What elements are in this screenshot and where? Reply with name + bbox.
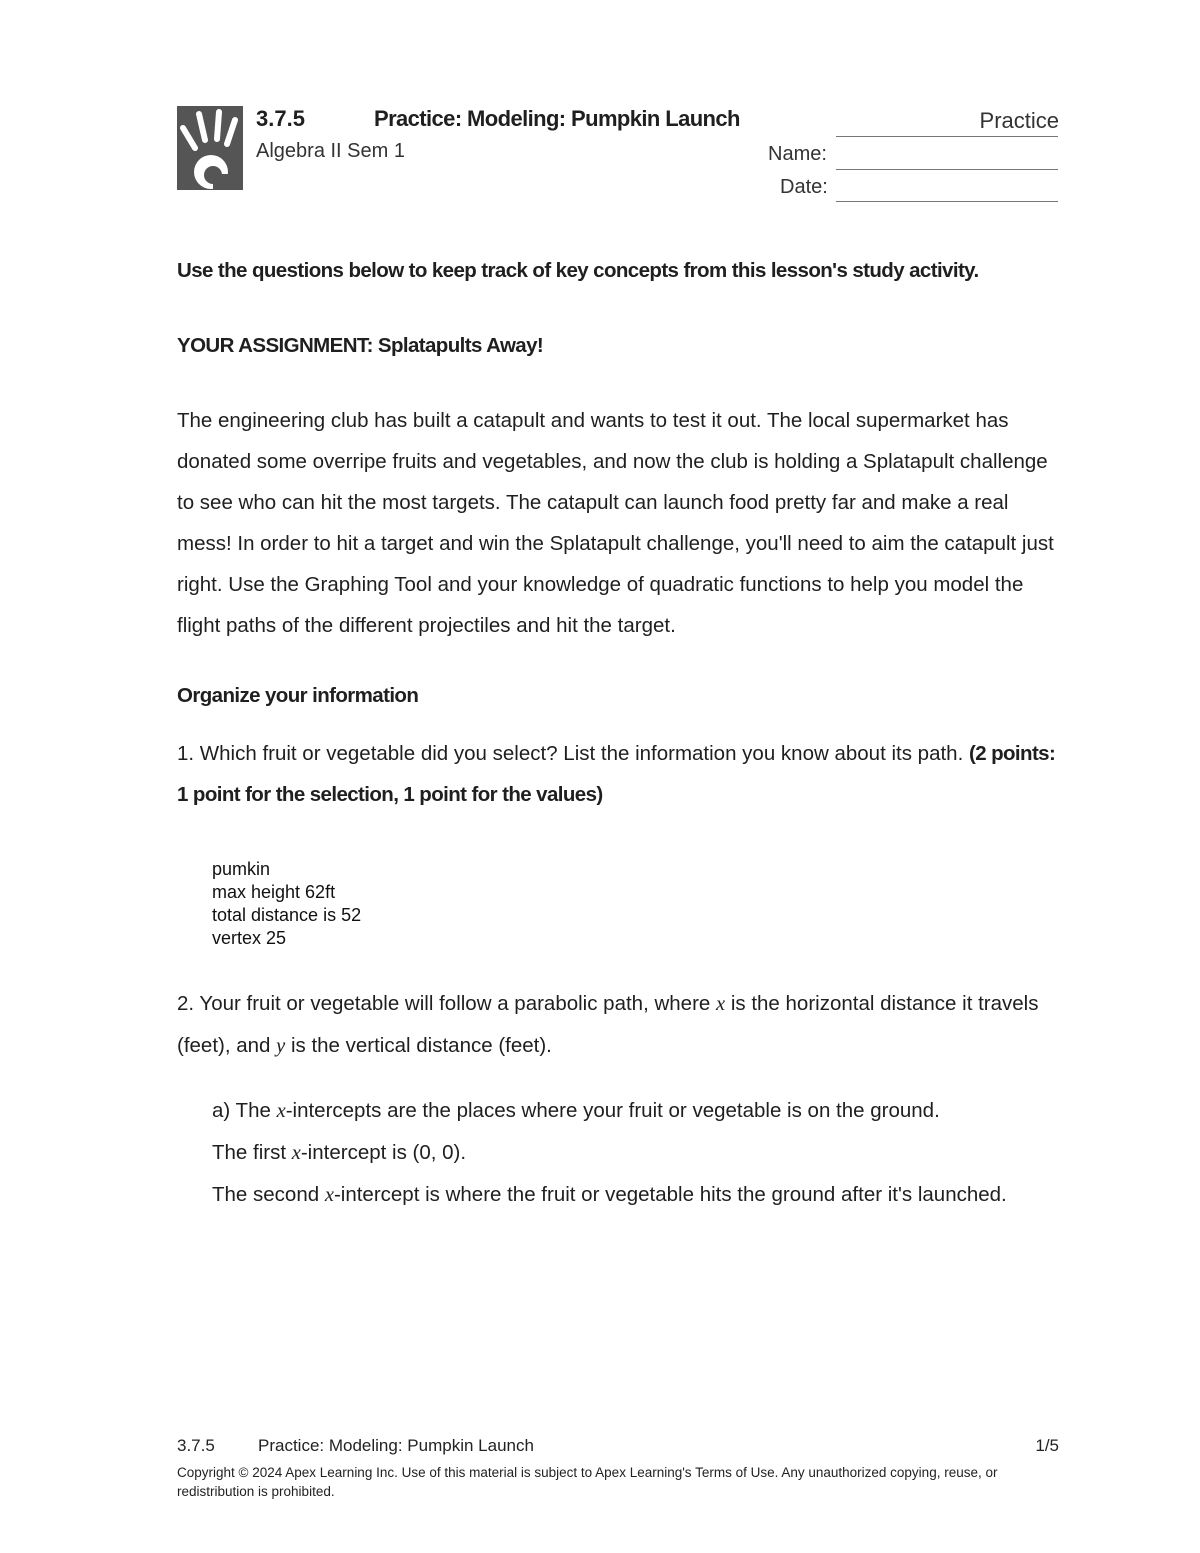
date-label: Date: (780, 176, 828, 198)
text-span: -intercept is where the fruit or vegetable hits the ground after it's launched. (333, 1183, 1007, 1206)
variable-x: x (291, 1142, 301, 1164)
variable-x: x (716, 993, 726, 1015)
variable-y: y (276, 1035, 286, 1057)
question-2-text: is the horizontal distance it travels (feet), and (177, 992, 1039, 1057)
text-span: The first (212, 1141, 292, 1164)
course-name: Algebra II Sem 1 (256, 140, 405, 162)
question-2-text: is the vertical distance (feet). (285, 1034, 552, 1057)
question-2 (177, 983, 1062, 1067)
name-field-line[interactable] (836, 169, 1058, 170)
text-span: -intercepts are the places where your fruit or vegetable is on the ground. (285, 1099, 940, 1122)
lesson-title: Practice: Modeling: Pumpkin Launch (374, 106, 740, 131)
apex-learning-logo-icon (177, 106, 243, 190)
organize-heading: Organize your information (177, 684, 419, 707)
lesson-number: 3.7.5 (256, 106, 305, 131)
first-intercept-text (212, 1132, 1062, 1174)
answer-line: max height 62ft (212, 882, 336, 902)
name-label: Name: (768, 143, 827, 165)
answer-line: pumkin (212, 859, 271, 879)
intro-instructions: Use the questions below to keep track of key concepts from this lesson's study activity. (177, 259, 979, 282)
date-field-line[interactable] (836, 201, 1058, 202)
question-2-text: 2. Your fruit or vegetable will follow a parabolic path, where (177, 992, 717, 1015)
page-number: 1/5 (1035, 1436, 1059, 1455)
question-1-points: (2 points: 1 point for the selection, 1 point for the values) (177, 742, 1056, 806)
variable-x: x (324, 1184, 334, 1206)
question-2a-text (212, 1090, 1062, 1132)
assignment-body: The engineering club has built a catapult and wants to test it out. The local supermarket has donated some overripe fruits and vegetables, and now the club is holding a Splatapult challenge to see who can hit the most targets. The catapult can launch food pretty far and make a real mess! In order to hit a target and win the Splatapult challenge, you'll need to aim the catapult just right. Use the Graphing Tool and your knowledge of quadratic functions to help you model the flight paths of the different projectiles and hit the target. (177, 409, 1054, 637)
question-1-answer[interactable] (177, 858, 1062, 950)
worksheet-body (177, 250, 1062, 1216)
header-rule (836, 136, 1058, 137)
assignment-heading: YOUR ASSIGNMENT: Splatapults Away! (177, 334, 544, 357)
variable-x: x (276, 1100, 286, 1122)
text-span: a) The (212, 1099, 277, 1122)
question-1 (177, 733, 1062, 815)
second-intercept-text (212, 1174, 1062, 1216)
footer-lesson-title: Practice: Modeling: Pumpkin Launch (258, 1436, 534, 1455)
question-1-text: 1. Which fruit or vegetable did you select? List the information you know about its path. (177, 742, 969, 765)
answer-line: total distance is 52 (212, 905, 362, 925)
answer-line: vertex 25 (212, 928, 287, 948)
question-2a (177, 1090, 1062, 1216)
footer-lesson-number: 3.7.5 (177, 1436, 215, 1455)
text-span: -intercept is (0, 0). (300, 1141, 467, 1164)
document-type: Practice (979, 108, 1059, 133)
copyright-notice: Copyright © 2024 Apex Learning Inc. Use of this material is subject to Apex Learning's Terms of Use. Any unauthorized copying, reuse, or redistribution is prohibited. (177, 1465, 998, 1499)
text-span: The second (212, 1183, 325, 1206)
